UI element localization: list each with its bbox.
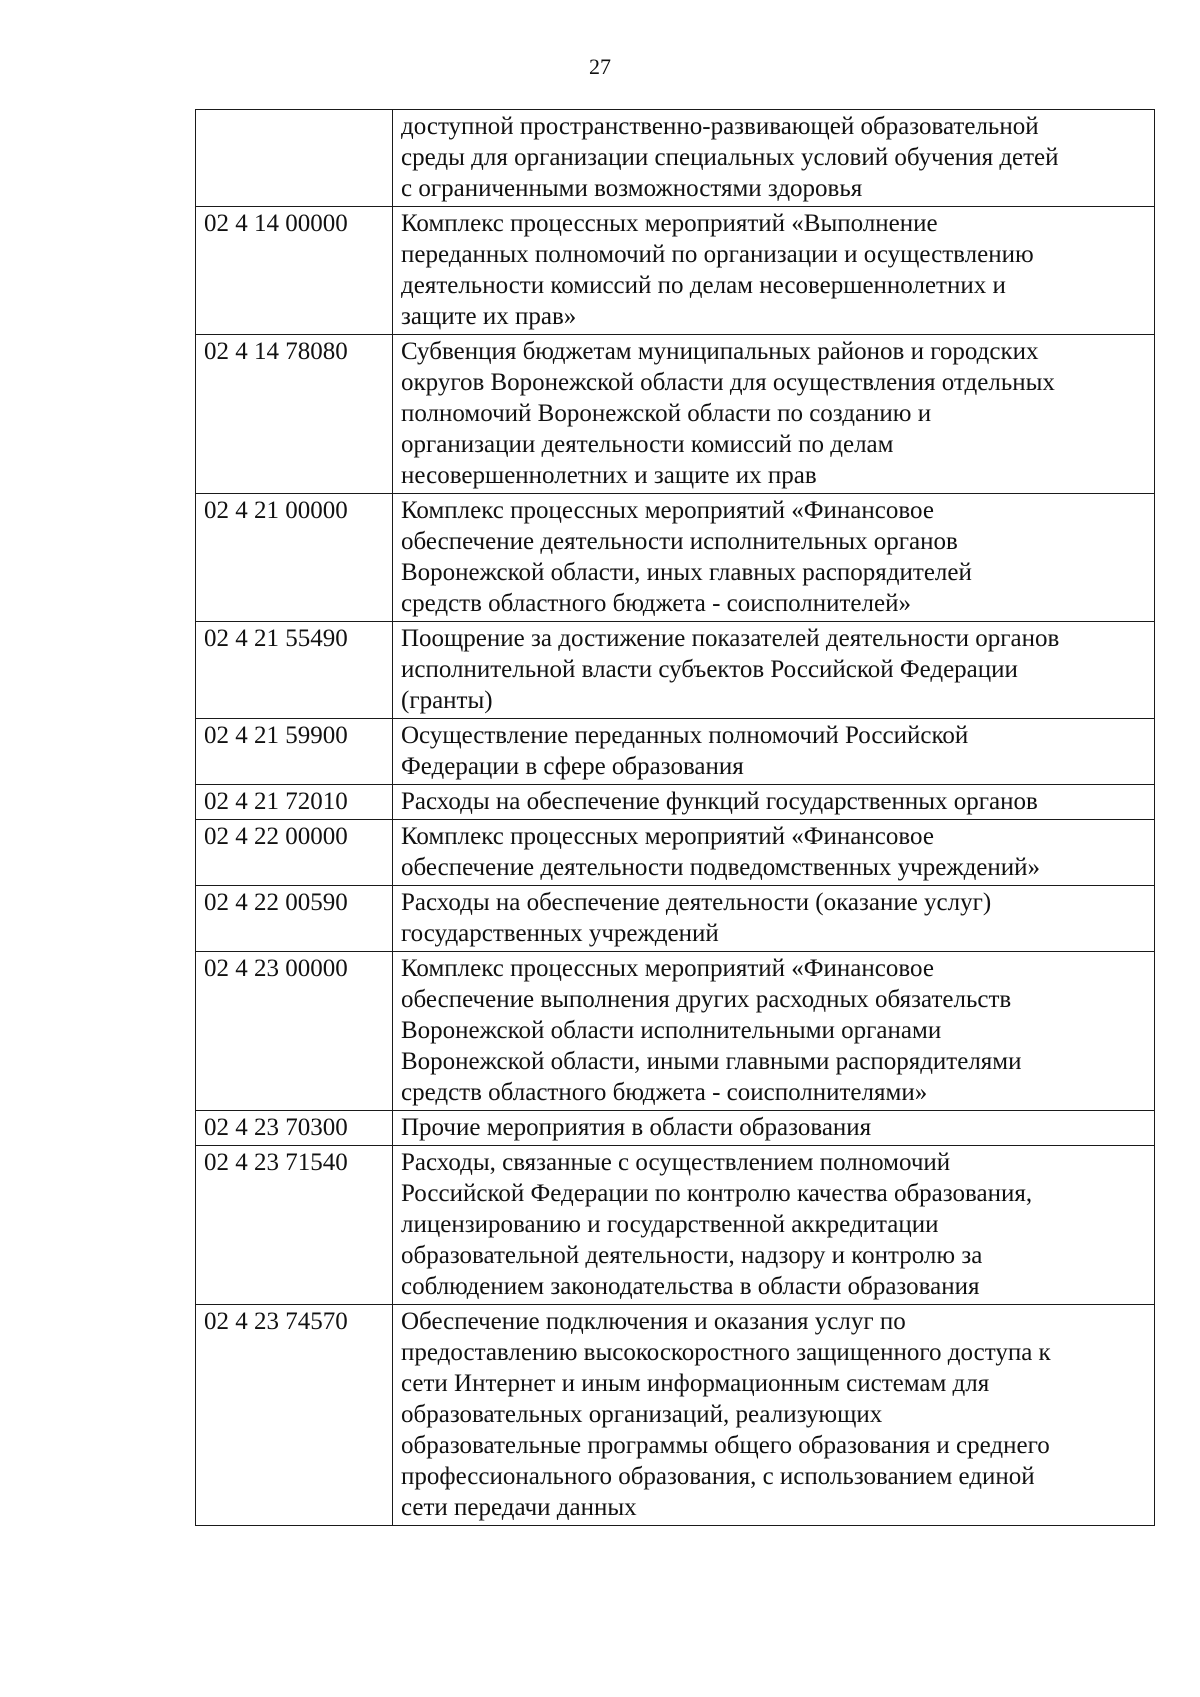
page-number: 27 bbox=[589, 54, 611, 79]
description-cell: Комплекс процессных мероприятий «Финансовое обеспечение деятельности исполнительных органов Воронежской области, иных главных распорядителей средств областного бюджета - соисполнителей» bbox=[393, 494, 1155, 622]
code-cell: 02 4 21 00000 bbox=[196, 494, 393, 622]
description-cell: Комплекс процессных мероприятий «Финансовое обеспечение выполнения других расходных обязательств Воронежской области исполнительными органами Воронежской области, иными главными распорядителями средств областного бюджета - соисполнителями» bbox=[393, 952, 1155, 1111]
description-cell: Осуществление переданных полномочий Российской Федерации в сфере образования bbox=[393, 719, 1155, 785]
table-row bbox=[196, 1111, 1155, 1146]
description-cell: Расходы на обеспечение деятельности (оказание услуг) государственных учреждений bbox=[393, 886, 1155, 952]
code-cell: 02 4 14 78080 bbox=[196, 335, 393, 494]
budget-classification-table bbox=[195, 109, 1155, 1526]
table-row bbox=[196, 622, 1155, 719]
code-cell: 02 4 23 74570 bbox=[196, 1305, 393, 1526]
code-cell: 02 4 23 00000 bbox=[196, 952, 393, 1111]
code-cell: 02 4 23 71540 bbox=[196, 1146, 393, 1305]
description-cell: Расходы на обеспечение функций государственных органов bbox=[393, 785, 1155, 820]
table-row bbox=[196, 110, 1155, 207]
table-row bbox=[196, 335, 1155, 494]
description-cell: Поощрение за достижение показателей деятельности органов исполнительной власти субъектов Российской Федерации (гранты) bbox=[393, 622, 1155, 719]
code-cell: 02 4 22 00590 bbox=[196, 886, 393, 952]
code-cell: 02 4 14 00000 bbox=[196, 207, 393, 335]
code-cell: 02 4 21 55490 bbox=[196, 622, 393, 719]
code-cell: 02 4 22 00000 bbox=[196, 820, 393, 886]
table-row bbox=[196, 1146, 1155, 1305]
code-cell: 02 4 23 70300 bbox=[196, 1111, 393, 1146]
table-row bbox=[196, 207, 1155, 335]
description-cell: Расходы, связанные с осуществлением полномочий Российской Федерации по контролю качества образования, лицензированию и государственной аккредитации образовательной деятельности, надзору и контролю за соблюдением законодательства в области образования bbox=[393, 1146, 1155, 1305]
code-cell: 02 4 21 72010 bbox=[196, 785, 393, 820]
description-cell: доступной пространственно-развивающей образовательной среды для организации специальных условий обучения детей с ограниченными возможностями здоровья bbox=[393, 110, 1155, 207]
table-row bbox=[196, 719, 1155, 785]
table-row bbox=[196, 820, 1155, 886]
code-cell: 02 4 21 59900 bbox=[196, 719, 393, 785]
table-row bbox=[196, 886, 1155, 952]
description-cell: Комплекс процессных мероприятий «Финансовое обеспечение деятельности подведомственных учреждений» bbox=[393, 820, 1155, 886]
table-row bbox=[196, 785, 1155, 820]
description-cell: Комплекс процессных мероприятий «Выполнение переданных полномочий по организации и осуществлению деятельности комиссий по делам несовершеннолетних и защите их прав» bbox=[393, 207, 1155, 335]
description-cell: Обеспечение подключения и оказания услуг по предоставлению высокоскоростного защищенного доступа к сети Интернет и иным информационным системам для образовательных организаций, реализующих образовательные программы общего образования и среднего профессионального образования, с использованием единой сети передачи данных bbox=[393, 1305, 1155, 1526]
table-row bbox=[196, 1305, 1155, 1526]
description-cell: Прочие мероприятия в области образования bbox=[393, 1111, 1155, 1146]
code-cell bbox=[196, 110, 393, 207]
description-cell: Субвенция бюджетам муниципальных районов и городских округов Воронежской области для осуществления отдельных полномочий Воронежской области по созданию и организации деятельности комиссий по делам несовершеннолетних и защите их прав bbox=[393, 335, 1155, 494]
table-row bbox=[196, 494, 1155, 622]
table-row bbox=[196, 952, 1155, 1111]
